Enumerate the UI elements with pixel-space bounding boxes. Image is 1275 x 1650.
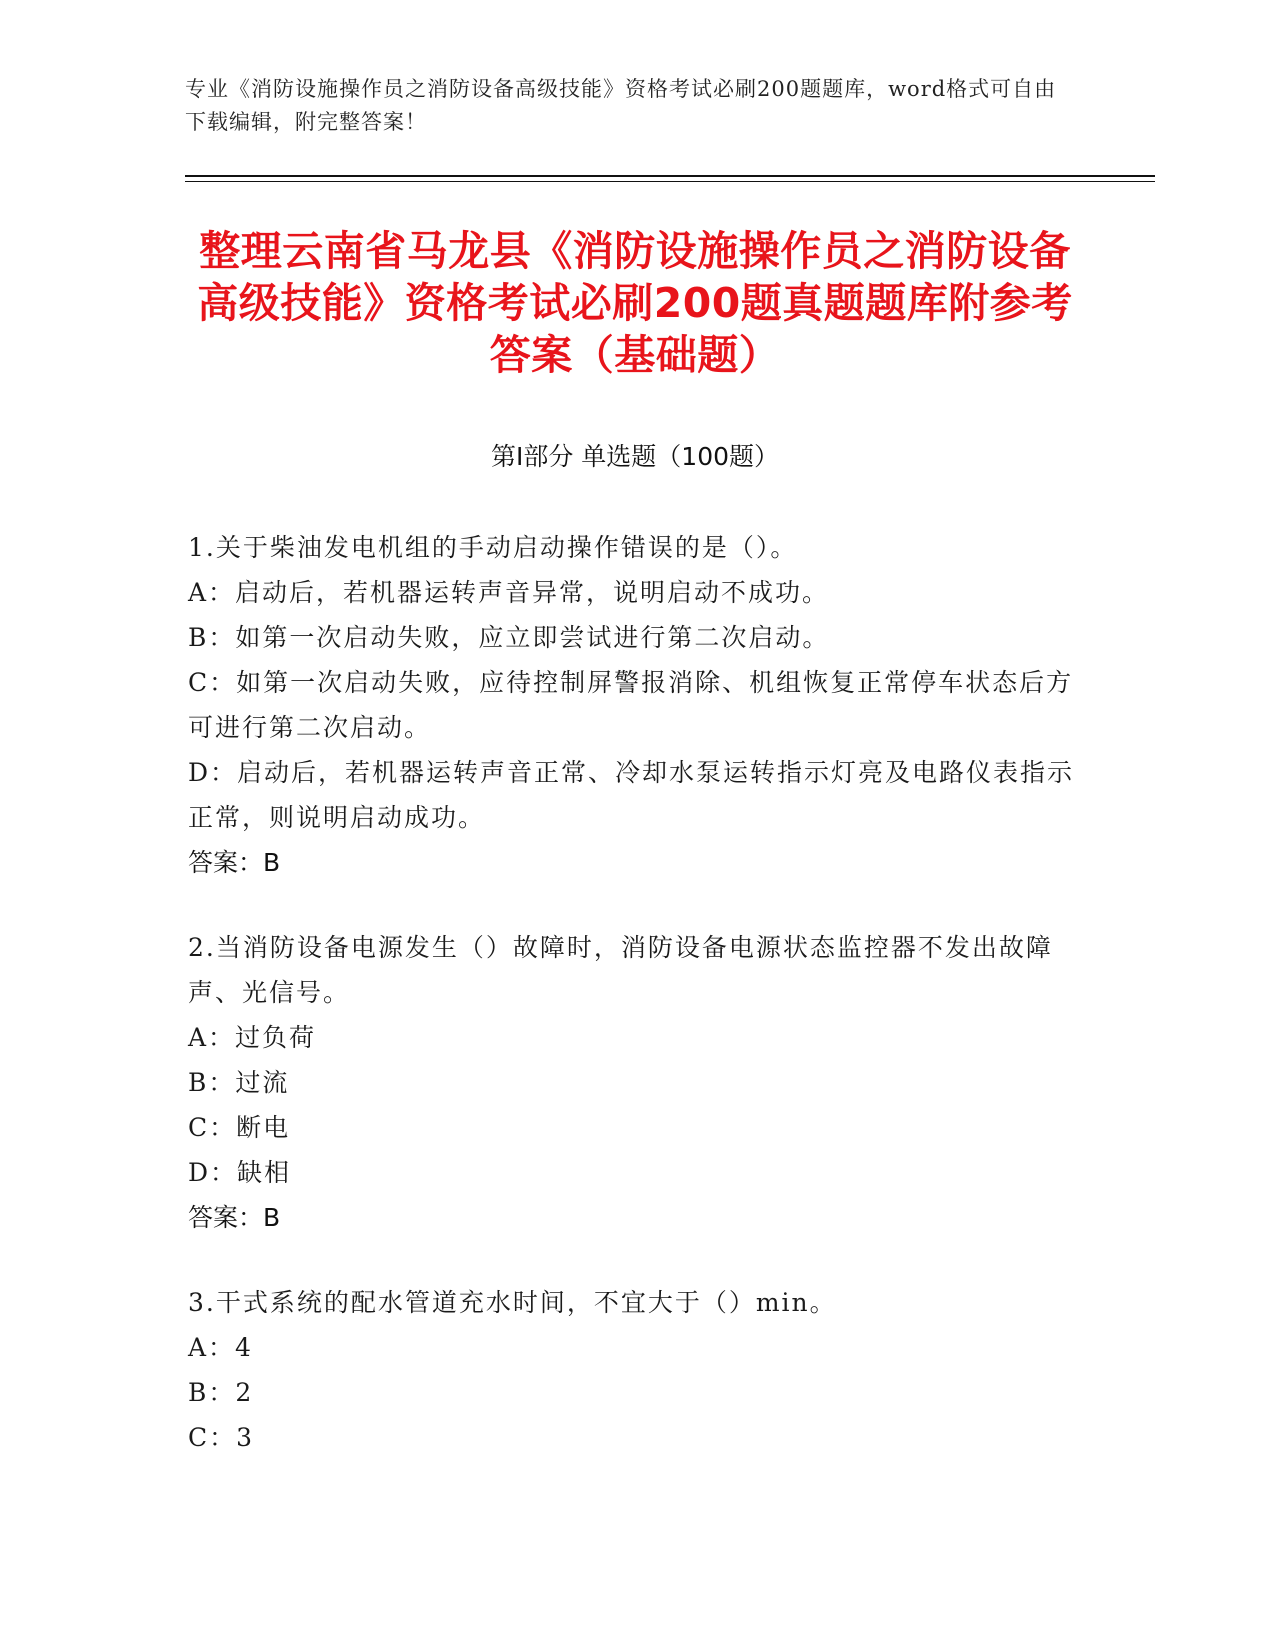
option-c: C：3 <box>188 1423 255 1452</box>
option-d: D：启动后，若机器运转声音正常、冷却水泵运转指示灯亮及电路仪表指示正常，则说明启动成功。 <box>188 758 1075 832</box>
header-note: 专业《消防设施操作员之消防设备高级技能》资格考试必刷200题题库，word格式可自由下载编辑，附完整答案！ <box>185 77 1057 134</box>
option-a: A：4 <box>188 1333 253 1362</box>
option-a: A：启动后，若机器运转声音异常，说明启动不成功。 <box>188 578 830 607</box>
option-c: C：断电 <box>188 1113 291 1142</box>
question-stem: 2.当消防设备电源发生（）故障时，消防设备电源状态监控器不发出故障声、光信号。 <box>188 933 1053 1007</box>
section-title: 第Ⅰ部分 单选题（100题） <box>490 442 780 471</box>
document-title: 整理云南省马龙县《消防设施操作员之消防设备高级技能》资格考试必刷200题真题题库附参考答案（基础题） <box>197 227 1073 379</box>
question-stem: 3.干式系统的配水管道充水时间，不宜大于（）min。 <box>188 1288 837 1317</box>
option-b: B：如第一次启动失败，应立即尝试进行第二次启动。 <box>188 623 830 652</box>
question-list <box>188 525 1088 1500</box>
option-b: B：过流 <box>188 1068 290 1097</box>
option-b: B：2 <box>188 1378 254 1407</box>
answer-line: 答案：B <box>188 848 281 877</box>
option-c: C：如第一次启动失败，应待控制屏警报消除、机组恢复正常停车状态后方可进行第二次启动。 <box>188 668 1074 742</box>
answer-line: 答案：B <box>188 1203 281 1232</box>
header-divider-thick <box>185 175 1155 177</box>
question-2 <box>188 925 1088 1240</box>
question-3 <box>188 1280 1088 1460</box>
header-divider-thin <box>185 181 1155 182</box>
question-stem: 1.关于柴油发电机组的手动启动操作错误的是（）。 <box>188 533 798 562</box>
question-1 <box>188 525 1088 885</box>
option-a: A：过负荷 <box>188 1023 317 1052</box>
option-d: D：缺相 <box>188 1158 292 1187</box>
